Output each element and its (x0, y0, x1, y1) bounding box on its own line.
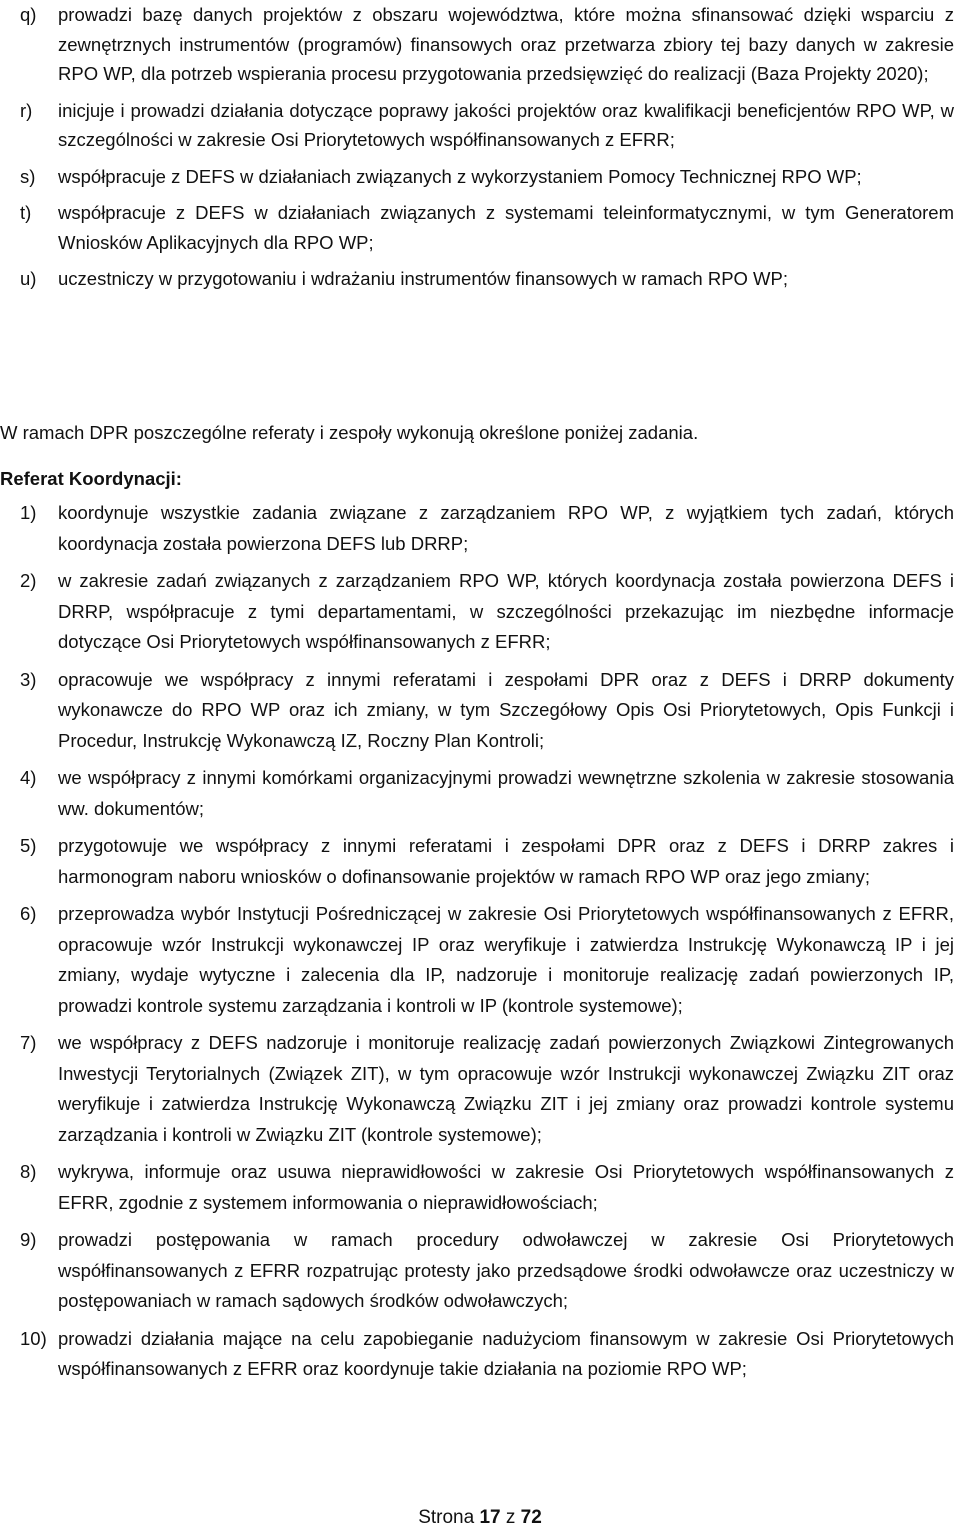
list-item (0, 264, 960, 294)
page-number-footer (0, 1505, 960, 1531)
list-item (0, 1157, 960, 1218)
list-item-text: przeprowadza wybór Instytucji Pośredniczącej w zakresie Osi Priorytetowych współfinansowanych z EFRR, opracowuje wzór Instrukcji wykonawczej IP oraz weryfikuje i zatwierdza Instrukcję Wykonawczą IP i jej zmiany, wydaje wytyczne i zalecenia dla IP, nadzoruje i monitoruje realizację zadań powierzonych IP, prowadzi kontrole systemu zarządzania i kontroli w IP (kontrole systemowe); (58, 903, 954, 1016)
list-item (0, 1028, 960, 1150)
list-item (0, 1324, 960, 1385)
list-item-text: współpracuje z DEFS w działaniach związanych z wykorzystaniem Pomocy Technicznej RPO WP; (58, 165, 862, 187)
list-marker: s) (20, 165, 36, 187)
list-item-text: prowadzi działania mające na celu zapobieganie nadużyciom finansowym w zakresie Osi Priorytetowych współfinansowanych z EFRR oraz koordynuje takie działania na poziomie RPO WP; (58, 1327, 954, 1379)
list-marker: 6) (20, 903, 37, 924)
list-marker: r) (20, 99, 33, 121)
list-item (0, 899, 960, 1021)
numbered-task-list (0, 498, 960, 1392)
list-item-text: w zakresie zadań związanych z zarządzaniem RPO WP, których koordynacja została powierzona DEFS i DRRP, współpracuje z tymi departamentami, w szczególności przekazując im niezbędne informacje dotyczące Osi Priorytetowych współfinansowanych z EFRR; (58, 570, 954, 652)
list-marker: 9) (20, 1229, 37, 1250)
list-marker: q) (20, 4, 37, 25)
list-item-text: opracowuje we współpracy z innymi referatami i zespołami DPR oraz z DEFS i DRRP dokumenty wykonawcze do RPO WP oraz ich zmiany, w tym Szczegółowy Opis Osi Priorytetowych, Opis Funkcji i Procedur, Instrukcję Wykonawczą IZ, Roczny Plan Kontroli; (58, 668, 954, 751)
intro-paragraph: W ramach DPR poszczególne referaty i zespoły wykonują określone poniżej zadania. (0, 422, 699, 443)
list-item (0, 763, 960, 824)
list-item-text: koordynuje wszystkie zadania związane z zarządzaniem RPO WP, z wyjątkiem tych zadań, których koordynacja została powierzona DEFS lub DRRP; (58, 502, 954, 554)
list-item-text: prowadzi bazę danych projektów z obszaru województwa, które można sfinansować dzięki wsparciu z zewnętrznych instrumentów (programów) finansowych oraz przetwarza zbiory tej bazy danych w zakresie RPO WP, dla potrzeb wspierania procesu przygotowania przedsięwzięć do realizacji (Baza Projekty 2020); (58, 4, 954, 84)
list-item (0, 665, 960, 757)
list-marker: 8) (20, 1161, 37, 1182)
page-label: Strona (418, 1507, 475, 1528)
lettered-task-list (0, 0, 960, 301)
list-marker: 1) (20, 502, 37, 523)
list-item-text: inicjuje i prowadzi działania dotyczące poprawy jakości projektów oraz kwalifikacji beneficjentów RPO WP, w szczególności w zakresie Osi Priorytetowych współfinansowanych z EFRR; (58, 99, 954, 150)
section-heading: Referat Koordynacji: (0, 468, 182, 489)
list-item-text: we współpracy z innymi komórkami organizacyjnymi prowadzi wewnętrzne szkolenia w zakresie stosowania ww. dokumentów; (58, 767, 954, 819)
list-item (0, 0, 960, 89)
list-item (0, 198, 960, 257)
total-page-count: 72 (520, 1507, 542, 1528)
list-item (0, 96, 960, 155)
list-item-text: prowadzi postępowania w ramach procedury odwoławczej w zakresie Osi Priorytetowych współfinansowanych z EFRR rozpatrując protesty jako przedsądowe środki odwoławcze oraz uczestniczy w postępowaniach w ramach sądowych środków odwoławczych; (58, 1229, 954, 1311)
list-item-text: wykrywa, informuje oraz usuwa nieprawidłowości w zakresie Osi Priorytetowych współfinansowanych z EFRR, zgodnie z systemem informowania o nieprawidłowościach; (58, 1161, 954, 1213)
list-item (0, 1225, 960, 1317)
list-item-text: we współpracy z DEFS nadzoruje i monitoruje realizację zadań powierzonych Związkowi Zintegrowanych Inwestycji Terytorialnych (Związek ZIT), w tym opracowuje wzór Instrukcji wykonawczej Związku ZIT oraz weryfikuje i zatwierdza Instrukcję Wykonawczą Związku ZIT i jej zmiany oraz prowadzi kontrole systemu zarządzania i kontroli w Związku ZIT (kontrole systemowe); (58, 1032, 954, 1145)
list-item-text: uczestniczy w przygotowaniu i wdrażaniu instrumentów finansowych w ramach RPO WP; (58, 268, 789, 289)
list-item-text: współpracuje z DEFS w działaniach związanych z systemami teleinformatycznymi, w tym Generatorem Wniosków Aplikacyjnych dla RPO WP; (58, 202, 954, 253)
list-marker: t) (20, 202, 32, 223)
page-separator: z (505, 1507, 516, 1528)
list-marker: 2) (20, 570, 37, 591)
list-marker: 7) (20, 1032, 37, 1053)
list-marker: 5) (20, 835, 37, 856)
list-marker: 10) (20, 1327, 47, 1349)
list-item (0, 566, 960, 658)
list-item (0, 831, 960, 892)
list-marker: 4) (20, 767, 37, 788)
list-item-text: przygotowuje we współpracy z innymi referatami i zespołami DPR oraz z DEFS i DRRP zakres i harmonogram naboru wniosków o dofinansowanie projektów w ramach RPO WP oraz jego zmiany; (58, 835, 954, 887)
list-item (0, 498, 960, 559)
list-marker: u) (20, 268, 37, 289)
list-marker: 3) (20, 668, 37, 690)
current-page-number: 17 (479, 1507, 501, 1528)
list-item (0, 162, 960, 192)
